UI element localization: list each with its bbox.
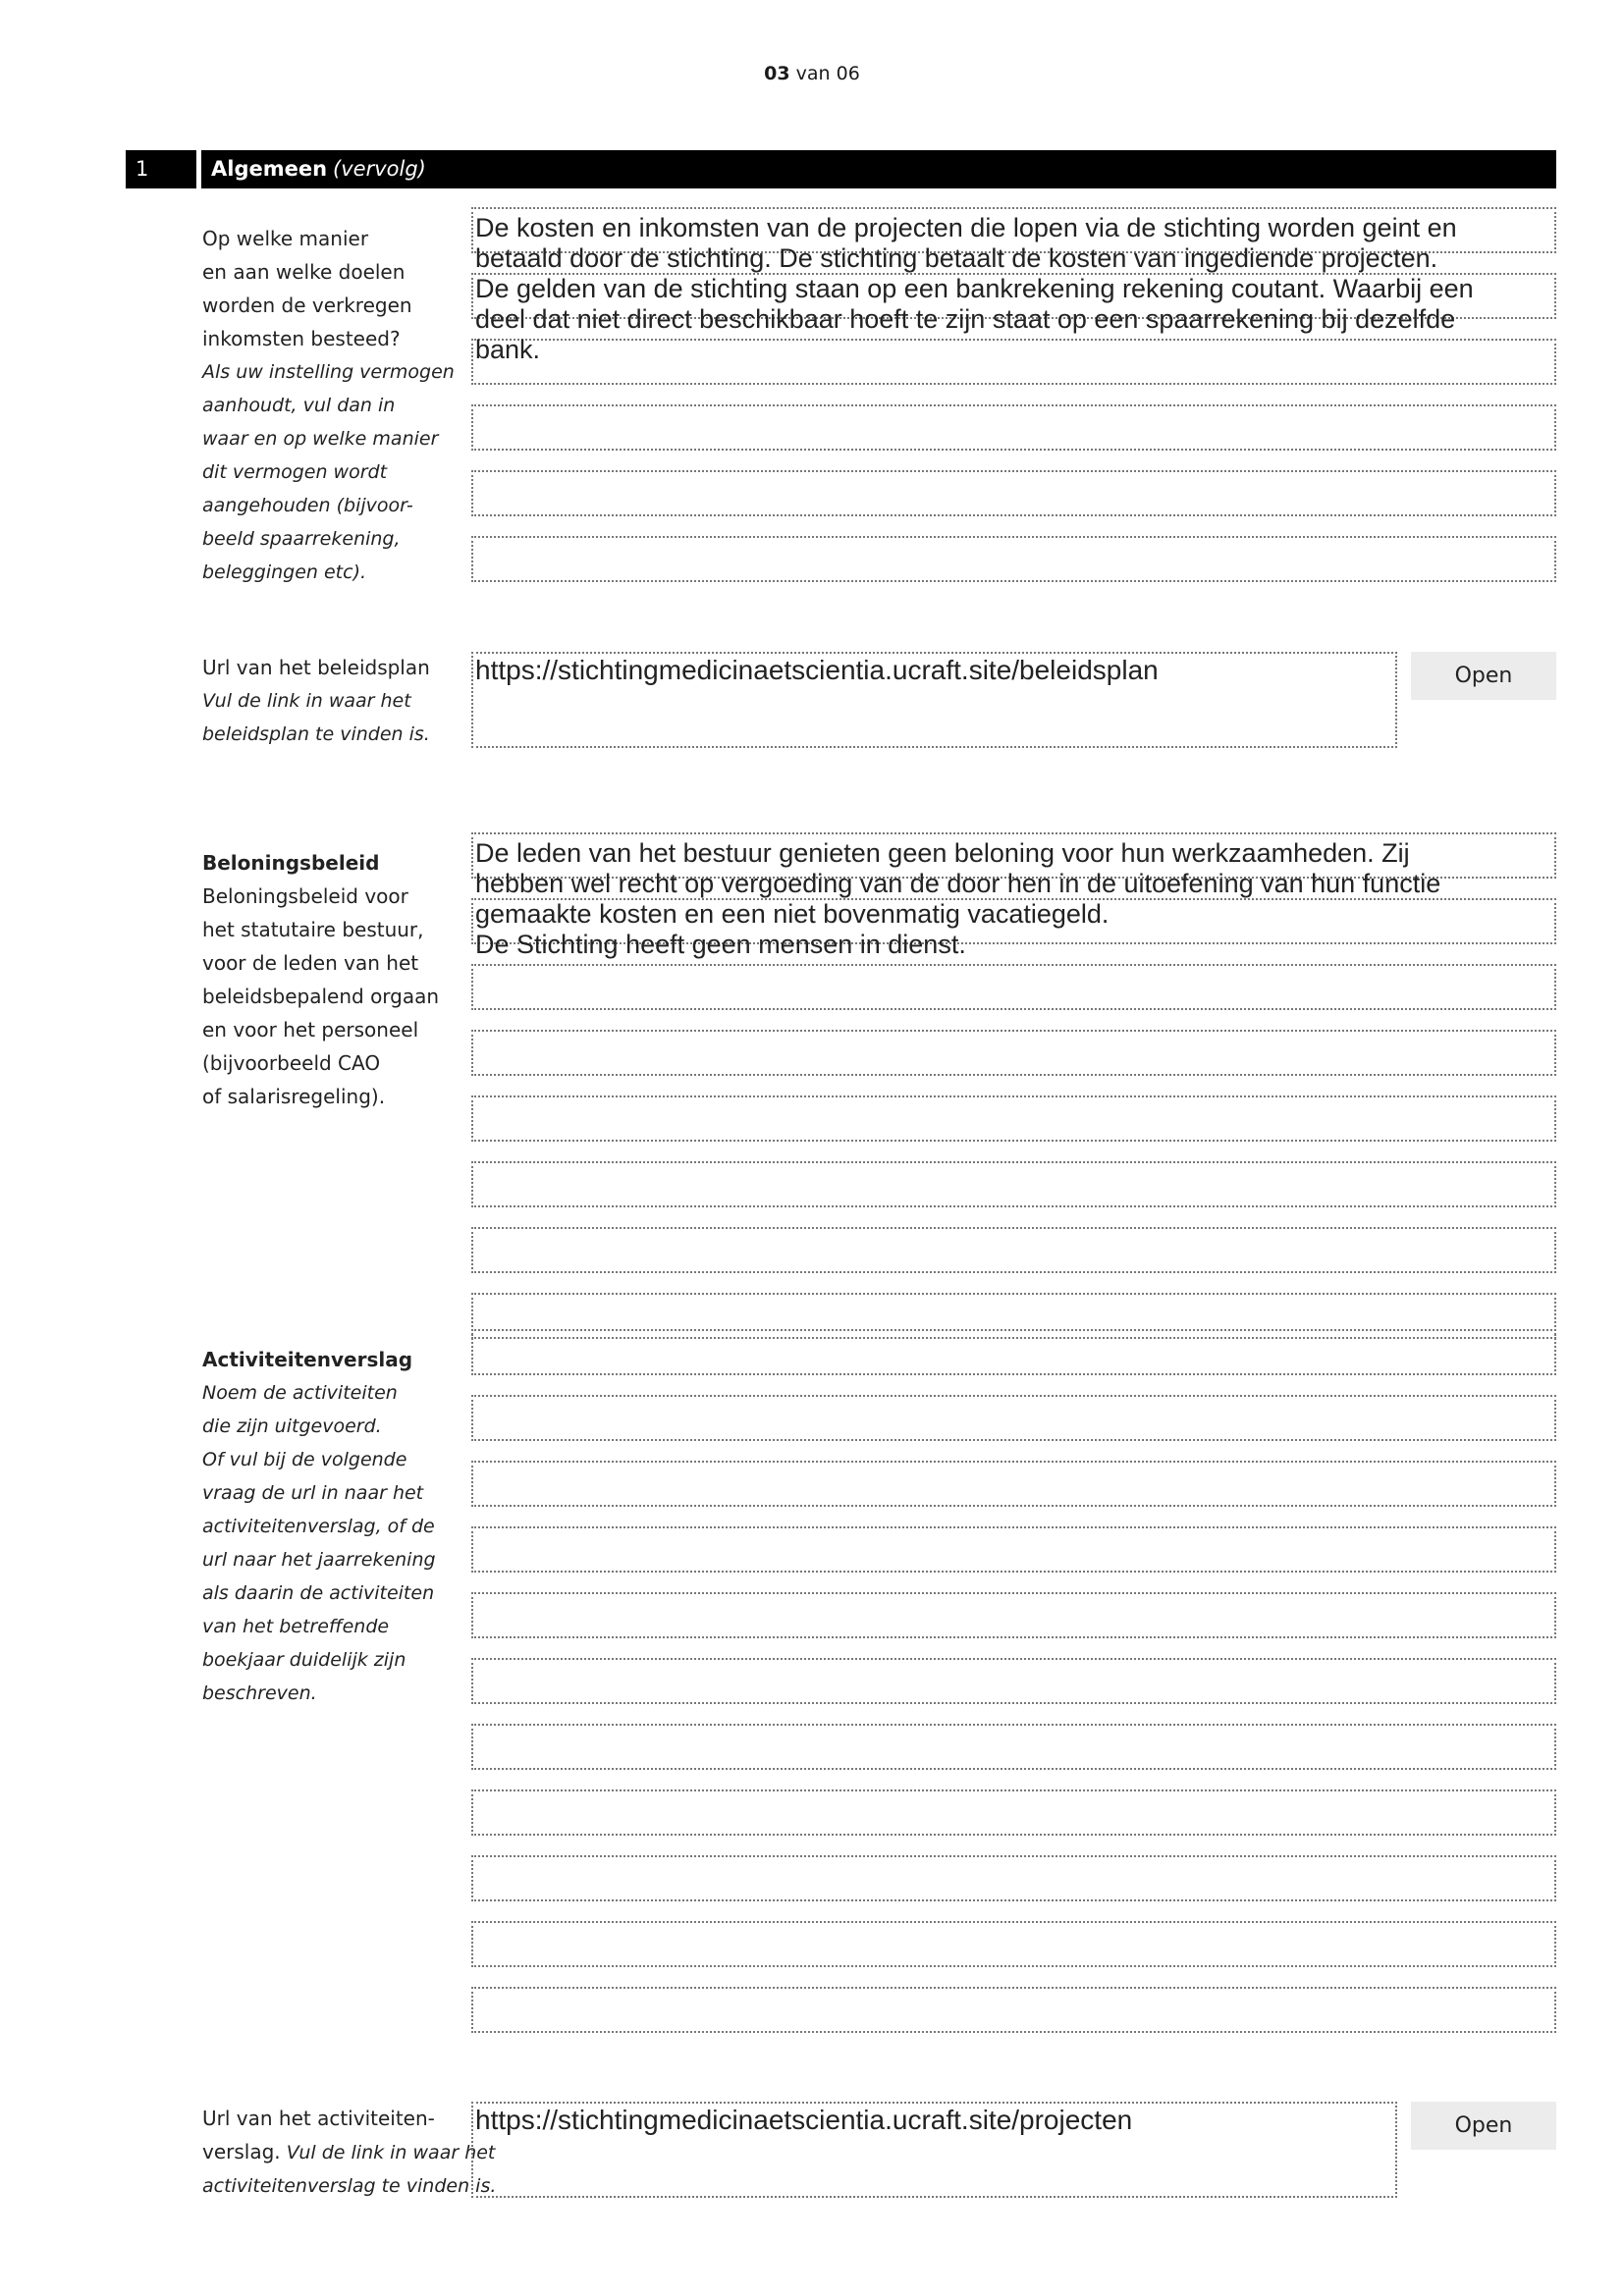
remuneration-label-line: (bijvoorbeeld CAO bbox=[202, 1051, 381, 1075]
activities-hint-line: van het betreffende bbox=[202, 1616, 390, 1637]
spending-label-line: Op welke manier bbox=[202, 227, 369, 250]
activities-url-hint-inline: Vul de link in waar het bbox=[280, 2142, 496, 2163]
spending-label bbox=[202, 222, 462, 589]
spending-hint-line: beeld spaarrekening, bbox=[202, 528, 401, 550]
section-number: 1 bbox=[126, 150, 196, 188]
page-separator: van bbox=[789, 63, 837, 84]
activities-url-label bbox=[202, 2102, 497, 2203]
remuneration-title: Beloningsbeleid bbox=[202, 851, 380, 875]
spending-hint-line: beleggingen etc). bbox=[202, 561, 367, 583]
activities-title: Activiteitenverslag bbox=[202, 1348, 413, 1371]
policy-url-label bbox=[202, 651, 462, 751]
remuneration-label-line: beleidsbepalend orgaan bbox=[202, 985, 440, 1008]
section-title: Algemeen bbox=[211, 157, 328, 181]
remuneration-label-line: het statutaire bestuur, bbox=[202, 918, 424, 941]
input-line[interactable] bbox=[471, 1987, 1556, 2033]
activities-url-label-line: verslag. bbox=[202, 2140, 281, 2163]
page-current: 03 bbox=[764, 63, 790, 84]
input-line[interactable] bbox=[471, 1329, 1556, 1375]
activities-hint-line: url naar het jaarrekening bbox=[202, 1549, 436, 1571]
input-line[interactable] bbox=[471, 1161, 1556, 1207]
input-line[interactable] bbox=[471, 470, 1556, 516]
policy-url-value[interactable]: https://stichtingmedicinaetscientia.ucraft.site/beleidsplan bbox=[475, 655, 1159, 685]
policy-url-open-button[interactable]: Open bbox=[1411, 652, 1556, 700]
input-line[interactable] bbox=[471, 404, 1556, 451]
activities-label bbox=[202, 1343, 462, 1710]
input-line[interactable] bbox=[471, 536, 1556, 582]
remuneration-value[interactable]: De leden van het bestuur genieten geen beloning voor hun werkzaamheden. Zij hebben wel recht op vergoeding van de door hen in de uitoefening van hun functie gemaakte kosten en een niet bovenmatig vacatiegeld. De Stichting heeft geen mensen in dienst. bbox=[475, 838, 1441, 959]
spending-hint-line: waar en op welke manier bbox=[202, 428, 439, 450]
spending-hint-line: aangehouden (bijvoor- bbox=[202, 495, 413, 516]
activities-hint-line: boekjaar duidelijk zijn bbox=[202, 1649, 406, 1671]
activities-hint-line: vraag de url in naar het bbox=[202, 1482, 424, 1504]
page-number bbox=[0, 63, 1624, 84]
input-line[interactable] bbox=[471, 1592, 1556, 1638]
spending-label-line: inkomsten besteed? bbox=[202, 327, 401, 350]
input-line[interactable] bbox=[471, 1658, 1556, 1704]
input-line[interactable] bbox=[471, 1461, 1556, 1507]
spending-hint-line: aanhoudt, vul dan in bbox=[202, 395, 396, 416]
input-line[interactable] bbox=[471, 1395, 1556, 1441]
input-line[interactable] bbox=[471, 1789, 1556, 1836]
input-line[interactable] bbox=[471, 1855, 1556, 1901]
input-line[interactable] bbox=[471, 1921, 1556, 1967]
policy-url-hint-line: beleidsplan te vinden is. bbox=[202, 723, 430, 745]
remuneration-label-line: of salarisregeling). bbox=[202, 1085, 386, 1108]
activities-url-value[interactable]: https://stichtingmedicinaetscientia.ucraft.site/projecten bbox=[475, 2105, 1133, 2135]
input-line[interactable] bbox=[471, 964, 1556, 1010]
policy-url-hint-line: Vul de link in waar het bbox=[202, 690, 411, 712]
activities-hint-line: die zijn uitgevoerd. bbox=[202, 1415, 382, 1437]
activities-url-open-button[interactable]: Open bbox=[1411, 2102, 1556, 2150]
input-line[interactable] bbox=[471, 1724, 1556, 1770]
input-line[interactable] bbox=[471, 1030, 1556, 1076]
spending-value[interactable]: De kosten en inkomsten van de projecten die lopen via de stichting worden geint en betaald door de stichting. De stichting betaalt de kosten van ingediende projecten. De gelden van de stichting staan op een bankrekening rekening coutant. Waarbij een deel dat niet direct beschikbaar hoeft te zijn staat op een spaarrekening bij dezelfde bank. bbox=[475, 213, 1474, 364]
page-total: 06 bbox=[836, 63, 860, 84]
input-line[interactable] bbox=[471, 1095, 1556, 1142]
remuneration-label bbox=[202, 846, 462, 1113]
remuneration-label-line: Beloningsbeleid voor bbox=[202, 884, 408, 908]
activities-hint-line: beschreven. bbox=[202, 1682, 317, 1704]
spending-label-line: en aan welke doelen bbox=[202, 260, 406, 284]
activities-hint-line: activiteitenverslag, of de bbox=[202, 1516, 435, 1537]
activities-url-label-row bbox=[202, 2135, 497, 2169]
policy-url-label-line: Url van het beleidsplan bbox=[202, 656, 430, 679]
input-line[interactable] bbox=[471, 1526, 1556, 1573]
remuneration-label-line: voor de leden van het bbox=[202, 951, 419, 975]
input-line[interactable] bbox=[471, 1227, 1556, 1273]
spending-label-line: worden de verkregen bbox=[202, 294, 412, 317]
section-header bbox=[201, 150, 1556, 188]
remuneration-label-line: en voor het personeel bbox=[202, 1018, 419, 1041]
activities-url-label-line: Url van het activiteiten- bbox=[202, 2107, 435, 2130]
activities-hint-line: als daarin de activiteiten bbox=[202, 1582, 435, 1604]
activities-url-hint-line: activiteitenverslag te vinden is. bbox=[202, 2175, 497, 2197]
spending-hint-line: dit vermogen wordt bbox=[202, 461, 388, 483]
spending-hint-line: Als uw instelling vermogen bbox=[202, 361, 455, 383]
activities-hint-line: Noem de activiteiten bbox=[202, 1382, 398, 1404]
activities-hint-line: Of vul bij de volgende bbox=[202, 1449, 407, 1470]
section-subtitle: (vervolg) bbox=[333, 157, 426, 181]
